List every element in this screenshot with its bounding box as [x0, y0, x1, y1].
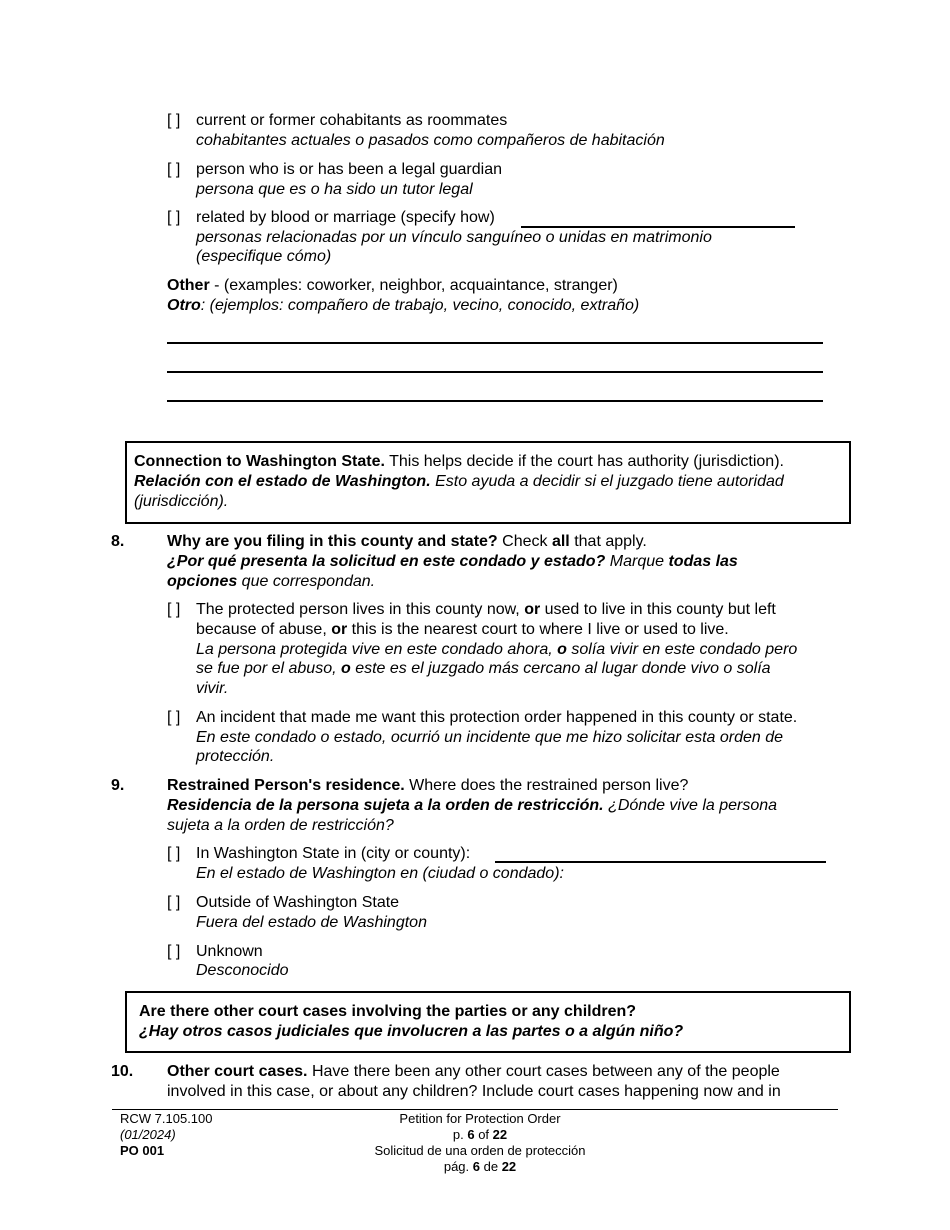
q8-all: all	[551, 533, 570, 550]
q9-text-en: Where does the restrained person live?	[404, 777, 689, 794]
footer-date: (01/2024)	[120, 1127, 176, 1142]
footer-rcw: RCW 7.105.100	[120, 1111, 213, 1126]
q10-heading: Other court cases.	[167, 1063, 308, 1080]
q8-question-en	[167, 532, 647, 552]
checkbox-cohabitants[interactable]: [ ]	[167, 112, 181, 129]
q9-opt1-es: En el estado de Washington en (ciudad o condado):	[196, 865, 564, 882]
option-cohabitants-en: current or former cohabitants as roommates	[196, 112, 508, 129]
q9-opt3-en: Unknown	[196, 943, 263, 960]
footer-page-p: p.	[452, 1127, 468, 1142]
q8-opt1-es1b: solía vivir en este condado pero	[566, 641, 798, 658]
other-field-line-1[interactable]	[167, 342, 823, 344]
q8-opt1-es-line1	[196, 640, 797, 660]
q8-opt1-en-line2	[196, 620, 729, 640]
q9-opt2-es: Fuera del estado de Washington	[196, 914, 427, 931]
connection-en	[134, 452, 784, 472]
q8-question-es-line1	[167, 552, 738, 572]
q9-opt3-es: Desconocido	[196, 962, 289, 979]
q8-opt1-en-line1	[196, 600, 776, 620]
connection-es	[134, 472, 784, 492]
q8-opt1-or: or	[524, 601, 541, 618]
q8-text-b: that apply.	[569, 533, 647, 550]
other-field-line-2[interactable]	[167, 371, 823, 373]
q8-opt1-es-line2	[196, 659, 771, 679]
option-related-es-line2: (especifique cómo)	[196, 248, 332, 265]
option-legal-guardian-en: person who is or has been a legal guardian	[196, 161, 502, 178]
q8-opt1-or-2: or	[331, 621, 348, 638]
other-cases-heading-en: Are there other court cases involving the parties or any children?	[139, 1003, 637, 1020]
q9-text-es1: ¿Dónde vive la persona	[603, 797, 778, 814]
other-en	[167, 276, 618, 296]
checkbox-q9-outside-washington[interactable]: [ ]	[167, 894, 181, 911]
q8-opt1-es2b: este es el juzgado más cercano al lugar donde vivo o solía	[350, 660, 771, 677]
other-label-es: Otro	[167, 297, 201, 314]
q10-text1: Have there been any other court cases between any of the people	[307, 1063, 780, 1080]
connection-heading-es: Relación con el estado de Washington.	[134, 473, 431, 490]
footer-page-en	[330, 1127, 630, 1143]
q10-question-line2: involved in this case, or about any children? Include court cases happening now and in	[167, 1083, 781, 1100]
q8-opt1-es-line3: vivir.	[196, 680, 229, 697]
q9-question-en	[167, 776, 688, 796]
q9-heading-es: Residencia de la persona sujeta a la orden de restricción.	[167, 797, 604, 814]
connection-text-es: Esto ayuda a decidir si el juzgado tiene autoridad	[430, 473, 784, 490]
q8-opt1-en2b: this is the nearest court to where I live or used to live.	[347, 621, 729, 638]
q10-question-line1	[167, 1062, 780, 1082]
q9-number: 9.	[111, 777, 125, 794]
q8-opt2-es-line2: protección.	[196, 748, 275, 765]
q8-es-b: que correspondan.	[237, 573, 376, 590]
q8-text-a: Check	[497, 533, 552, 550]
footer-page-of: of	[474, 1127, 493, 1142]
q8-opt1-o-2: o	[340, 660, 351, 677]
q8-opt1-en2a: because of abuse,	[196, 621, 332, 638]
connection-text-en: This helps decide if the court has authority (jurisdiction).	[384, 453, 784, 470]
footer-page-num: 6	[467, 1127, 475, 1142]
checkbox-q8-incident[interactable]: [ ]	[167, 709, 181, 726]
city-county-field[interactable]	[495, 861, 826, 863]
footer-page-total: 22	[492, 1127, 508, 1142]
q9-opt2-en: Outside of Washington State	[196, 894, 400, 911]
q8-es-a: Marque	[605, 553, 669, 570]
checkbox-q9-unknown[interactable]: [ ]	[167, 943, 181, 960]
option-related-es-line1: personas relacionadas por un vínculo sanguíneo o unidas en matrimonio	[196, 229, 712, 246]
q8-opt2-en: An incident that made me want this protection order happened in this county or state.	[196, 709, 798, 726]
footer-pag: pág.	[443, 1159, 473, 1174]
connection-es-line2: (jurisdicción).	[134, 493, 229, 510]
other-cases-heading-es: ¿Hay otros casos judiciales que involucren a las partes o a algún niño?	[139, 1023, 684, 1040]
connection-heading-en: Connection to Washington State.	[134, 453, 385, 470]
checkbox-q8-lives-in-county[interactable]: [ ]	[167, 601, 181, 618]
q8-heading-en: Why are you filing in this county and state?	[167, 533, 498, 550]
option-legal-guardian-es: persona que es o ha sido un tutor legal	[196, 181, 473, 198]
checkbox-legal-guardian[interactable]: [ ]	[167, 161, 181, 178]
other-label-en: Other	[167, 277, 210, 294]
footer-page-de: de	[480, 1159, 502, 1174]
option-related-en: related by blood or marriage (specify how)	[196, 209, 495, 226]
q8-number: 8.	[111, 533, 125, 550]
q9-heading-en: Restrained Person's residence.	[167, 777, 405, 794]
other-field-line-3[interactable]	[167, 400, 823, 402]
footer-form-number: PO 001	[120, 1143, 165, 1158]
q10-number: 10.	[111, 1063, 134, 1080]
other-es	[167, 296, 639, 316]
q8-question-es-line2	[167, 572, 375, 592]
q8-heading-es: ¿Por qué presenta la solicitud en este condado y estado?	[167, 553, 606, 570]
q8-es-todas: todas las	[668, 553, 738, 570]
option-cohabitants-es: cohabitantes actuales o pasados como compañeros de habitación	[196, 132, 665, 149]
q9-question-es-line2: sujeta a la orden de restricción?	[167, 817, 394, 834]
footer-page-total-es: 22	[501, 1159, 517, 1174]
footer-page-es	[330, 1159, 630, 1175]
q8-opt1-es1a: La persona protegida vive en este condado ahora,	[196, 641, 558, 658]
q8-opt1-en1a: The protected person lives in this county now,	[196, 601, 525, 618]
checkbox-related-blood-marriage[interactable]: [ ]	[167, 209, 181, 226]
q8-opt1-o: o	[557, 641, 567, 658]
footer-page-num-es: 6	[472, 1159, 480, 1174]
footer-title-en: Petition for Protection Order	[399, 1111, 561, 1126]
other-text-en: - (examples: coworker, neighbor, acquaintance, stranger)	[209, 277, 618, 294]
footer-title-es: Solicitud de una orden de protección	[374, 1143, 586, 1158]
q8-es-opciones: opciones	[167, 573, 238, 590]
q9-question-es-line1	[167, 796, 777, 816]
q8-opt2-es-line1: En este condado o estado, ocurrió un incidente que me hizo solicitar esta orden de	[196, 729, 784, 746]
q9-opt1-en: In Washington State in (city or county):	[196, 845, 471, 862]
q8-opt1-es2a: se fue por el abuso,	[196, 660, 341, 677]
footer-rule	[112, 1109, 838, 1110]
other-text-es: : (ejemplos: compañero de trabajo, vecino, conocido, extraño)	[200, 297, 640, 314]
checkbox-q9-in-washington[interactable]: [ ]	[167, 845, 181, 862]
q8-opt1-en1b: used to live in this county but left	[540, 601, 776, 618]
